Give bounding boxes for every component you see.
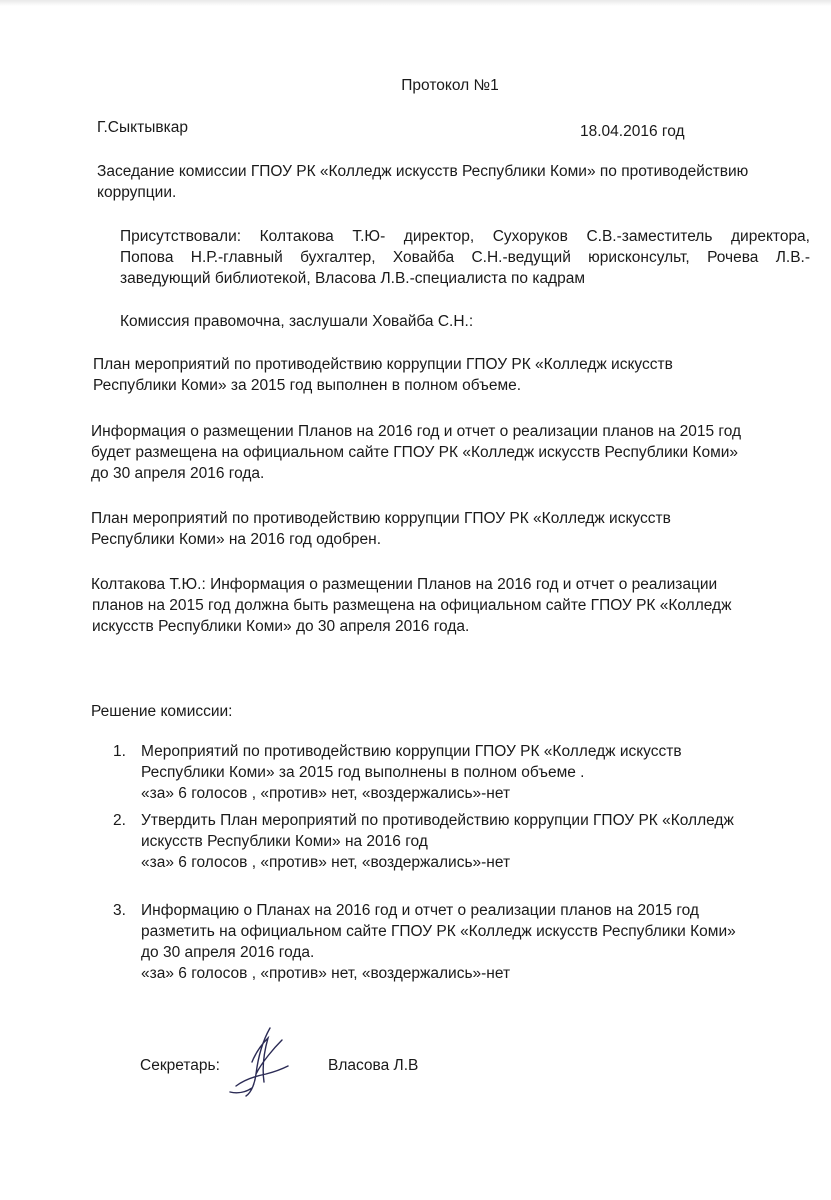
paragraph-publication: [91, 421, 821, 484]
paragraph-plan-2015: [93, 354, 793, 396]
paragraph-line: Информация о размещении Планов на 2016 год и отчет о реализации планов на 2015 год: [91, 423, 742, 440]
document-title: Протокол №1: [401, 77, 499, 94]
paragraph-line: Республики Коми» на 2016 год одобрен.: [91, 531, 382, 548]
decision-line: Утвердить План мероприятий по противодействию коррупции ГПОУ РК «Колледж: [141, 812, 734, 829]
secretary-label: Секретарь:: [140, 1057, 220, 1074]
decision-item: [113, 900, 823, 990]
decision-text: [141, 900, 736, 984]
paragraph-line: до 30 апреля 2016 года.: [91, 465, 265, 482]
vote-result: «за» 6 голосов , «против» нет, «воздержались»-нет: [141, 785, 511, 802]
decision-line: Мероприятий по противодействию коррупции ГПОУ РК «Колледж искусств: [141, 743, 682, 760]
attendees: [120, 226, 810, 289]
paragraph-director-statement: [91, 574, 821, 637]
meeting-description: [97, 161, 817, 203]
decision-heading: Решение комиссии:: [91, 703, 233, 720]
scan-edge: [0, 0, 831, 6]
city: Г.Сыктывкар: [97, 119, 188, 136]
secretary-name: Власова Л.В: [328, 1057, 419, 1074]
decision-line: Информацию о Планах на 2016 год и отчет о реализации планов на 2015 год: [141, 902, 699, 919]
attendees-line: Попова Н.Р.-главный бухгалтер, Ховайба С.Н.-ведущий юрисконсульт, Рочева Л.В.-: [120, 249, 810, 266]
meeting-line: Заседание комиссии ГПОУ РК «Колледж искусств Республики Коми» по противодействию: [97, 163, 749, 180]
date: 18.04.2016 год: [580, 123, 685, 140]
vote-result: «за» 6 голосов , «против» нет, «воздержались»-нет: [141, 965, 511, 982]
decision-line: разметить на официальном сайте ГПОУ РК «Колледж искусств Республики Коми»: [141, 923, 736, 940]
quorum: Комиссия правомочна, заслушали Ховайба С.Н.:: [120, 313, 474, 330]
paragraph-line: искусств Республики Коми» до 30 апреля 2016 года.: [92, 618, 470, 635]
attendees-line: Присутствовали: Колтакова Т.Ю- директор, Сухоруков С.В.-заместитель директора,: [120, 228, 810, 245]
decision-item: [113, 810, 823, 880]
decision-number: 1.: [113, 743, 126, 760]
paragraph-line: План мероприятий по противодействию коррупции ГПОУ РК «Колледж искусств: [93, 356, 673, 373]
paragraph-plan-2016: [91, 508, 791, 550]
decision-item: [113, 741, 813, 811]
decision-text: [141, 810, 734, 873]
decision-text: [141, 741, 682, 804]
paragraph-line: будет размещена на официальном сайте ГПОУ РК «Колледж искусств Республики Коми»: [91, 444, 739, 461]
decision-number: 3.: [113, 902, 126, 919]
vote-result: «за» 6 голосов , «против» нет, «воздержались»-нет: [141, 854, 511, 871]
paragraph-line: Республики Коми» за 2015 год выполнен в полном объеме.: [93, 377, 522, 394]
paragraph-line: План мероприятий по противодействию коррупции ГПОУ РК «Колледж искусств: [91, 510, 671, 527]
paragraph-line: Колтакова Т.Ю.: Информация о размещении Планов на 2016 год и отчет о реализации: [91, 576, 718, 593]
decision-line: искусств Республики Коми» на 2016 год: [141, 833, 428, 850]
decision-number: 2.: [113, 812, 126, 829]
attendees-line: заведующий библиотекой, Власова Л.В.-специалиста по кадрам: [120, 270, 585, 287]
meeting-line: коррупции.: [97, 184, 177, 201]
decision-line: Республики Коми» за 2015 год выполнены в полном объеме .: [141, 764, 585, 781]
paragraph-line: планов на 2015 год должна быть размещена на официальном сайте ГПОУ РК «Колледж: [92, 597, 732, 614]
handwritten-signature: [222, 1022, 302, 1102]
decision-line: до 30 апреля 2016 года.: [141, 944, 315, 961]
